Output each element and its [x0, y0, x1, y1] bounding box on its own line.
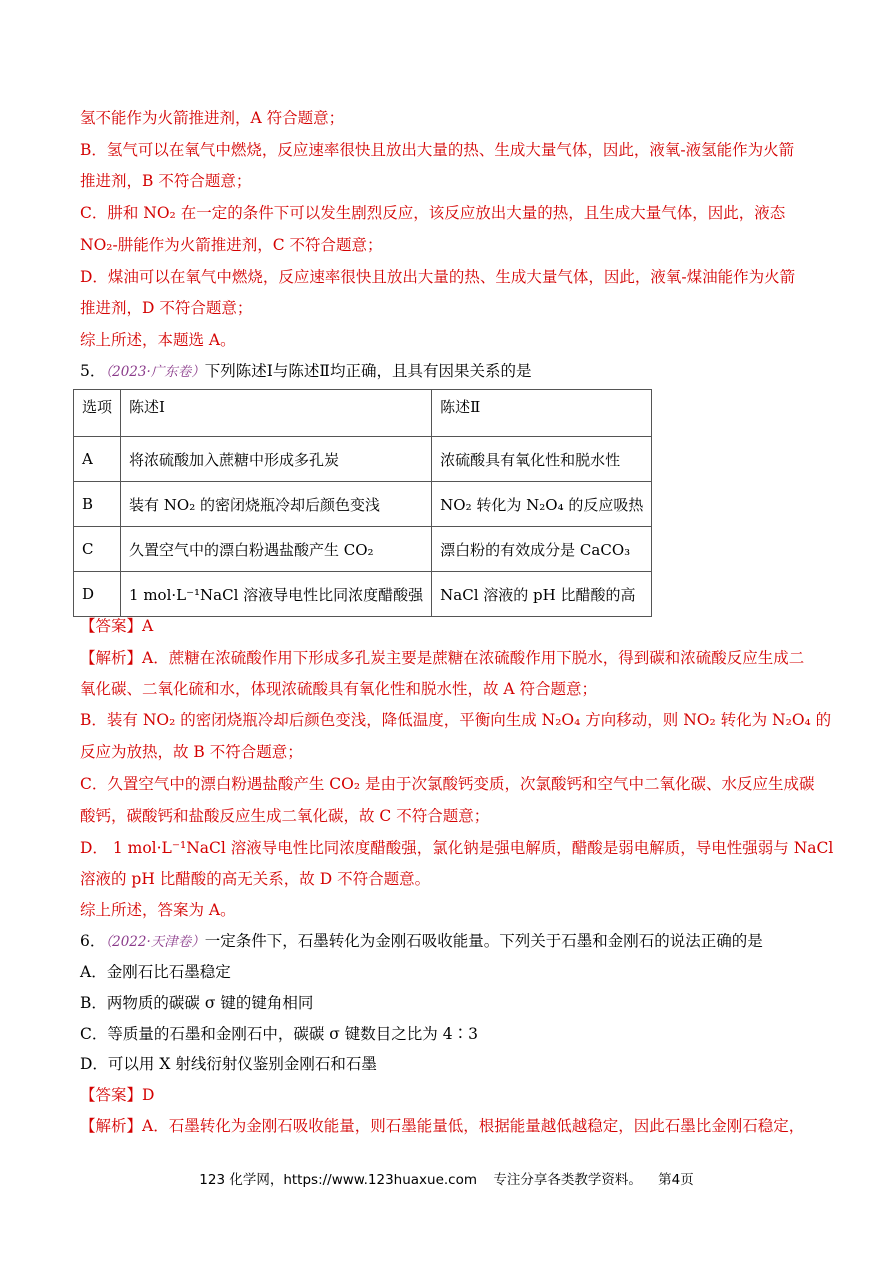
question-text: 一定条件下，石墨转化为金刚石吸收能量。下列关于石墨和金刚石的说法正确的是	[204, 932, 763, 950]
table-cell: NO₂ 转化为 N₂O₄ 的反应吸热	[432, 482, 652, 527]
table-cell: 装有 NO₂ 的密闭烧瓶冷却后颜色变浅	[121, 482, 432, 527]
question-number: 5．	[80, 362, 106, 380]
footer-site[interactable]: 123 化学网，https://www.123huaxue.com	[199, 1172, 478, 1188]
table-cell: 浓硫酸具有氧化性和脱水性	[432, 437, 652, 482]
table-cell: A	[74, 437, 121, 482]
analysis-line: NO₂-肼能作为火箭推进剂，C 不符合题意；	[80, 236, 383, 254]
question-5-stem	[80, 361, 531, 382]
table-cell: B	[74, 482, 121, 527]
conclusion-line: 综上所述，本题选 A。	[80, 331, 236, 349]
question-number: 6．	[80, 932, 106, 950]
analysis-line: 推进剂，B 不符合题意；	[80, 172, 252, 190]
answer-line: 【答案】A	[80, 617, 154, 635]
table-header-cell: 陈述Ⅱ	[432, 390, 652, 437]
analysis-line: D． 1 mol·L⁻¹NaCl 溶液导电性比同浓度醋酸强，氯化钠是强电解质，醋酸是弱电解质，导电性强弱与 NaCl	[80, 839, 834, 857]
analysis-line: 氢不能作为火箭推进剂，A 符合题意；	[80, 109, 345, 127]
table-cell: 将浓硫酸加入蔗糖中形成多孔炭	[121, 437, 432, 482]
table-cell: 漂白粉的有效成分是 CaCO₃	[432, 527, 652, 572]
table-row	[74, 437, 652, 482]
option-d: D．可以用 X 射线衍射仪鉴别金刚石和石墨	[80, 1055, 377, 1073]
analysis-line: C．久置空气中的漂白粉遇盐酸产生 CO₂ 是由于次氯酸钙变质，次氯酸钙和空气中二氧化碳、水反应生成碳	[80, 775, 815, 793]
analysis-line: 【解析】A．蔗糖在浓硫酸作用下形成多孔炭主要是蔗糖在浓硫酸作用下脱水，得到碳和浓硫酸反应生成二	[80, 649, 805, 667]
page-number: 第4页	[658, 1172, 694, 1188]
analysis-line: 溶液的 pH 比醋酸的高无关系，故 D 不符合题意。	[80, 870, 431, 888]
answer-line: 【答案】D	[80, 1086, 155, 1104]
table-row	[74, 572, 652, 617]
analysis-line: B．装有 NO₂ 的密闭烧瓶冷却后颜色变浅，降低温度，平衡向生成 N₂O₄ 方向移动，则 NO₂ 转化为 N₂O₄ 的	[80, 711, 832, 729]
option-b: B．两物质的碳碳 σ 键的键角相同	[80, 994, 314, 1012]
conclusion-line: 综上所述，答案为 A。	[80, 901, 236, 919]
table-header-cell: 选项	[74, 390, 121, 437]
analysis-line: 反应为放热，故 B 不符合题意；	[80, 743, 303, 761]
analysis-line: 氧化碳、二氧化硫和水，体现浓硫酸具有氧化性和脱水性，故 A 符合题意；	[80, 680, 598, 698]
question-source: （2022·天津卷）	[105, 934, 205, 950]
table-cell: 1 mol·L⁻¹NaCl 溶液导电性比同浓度醋酸强	[121, 572, 432, 617]
question-source: （2023·广东卷）	[105, 364, 205, 380]
analysis-line: D．煤油可以在氧气中燃烧，反应速率很快且放出大量的热、生成大量气体，因此，液氧-煤油能作为火箭	[80, 268, 796, 286]
option-a: A．金刚石比石墨稳定	[80, 963, 231, 981]
option-c: C．等质量的石墨和金刚石中，碳碳 σ 键数目之比为 4∶3	[80, 1025, 478, 1043]
table-cell: C	[74, 527, 121, 572]
options-table	[73, 389, 652, 617]
table-row	[74, 482, 652, 527]
table-cell: D	[74, 572, 121, 617]
analysis-line: 【解析】A．石墨转化为金刚石吸收能量，则石墨能量低，根据能量越低越稳定，因此石墨比金刚石稳定，	[80, 1117, 805, 1135]
footer-slogan: 专注分享各类教学资料。	[493, 1172, 642, 1188]
analysis-line: 推进剂，D 不符合题意；	[80, 299, 253, 317]
question-6-stem	[80, 931, 763, 952]
analysis-line: C．肼和 NO₂ 在一定的条件下可以发生剧烈反应，该反应放出大量的热，且生成大量气体，因此，液态	[80, 204, 786, 222]
table-header-row	[74, 390, 652, 437]
table-cell: NaCl 溶液的 pH 比醋酸的高	[432, 572, 652, 617]
analysis-line: 酸钙，碳酸钙和盐酸反应生成二氧化碳，故 C 不符合题意；	[80, 807, 490, 825]
question-text: 下列陈述Ⅰ与陈述Ⅱ均正确，且具有因果关系的是	[204, 362, 532, 380]
table-cell: 久置空气中的漂白粉遇盐酸产生 CO₂	[121, 527, 432, 572]
table-header-cell: 陈述Ⅰ	[121, 390, 432, 437]
table-row	[74, 527, 652, 572]
analysis-line: B．氢气可以在氧气中燃烧，反应速率很快且放出大量的热、生成大量气体，因此，液氧-液氢能作为火箭	[80, 141, 795, 159]
page-footer	[0, 1168, 893, 1188]
